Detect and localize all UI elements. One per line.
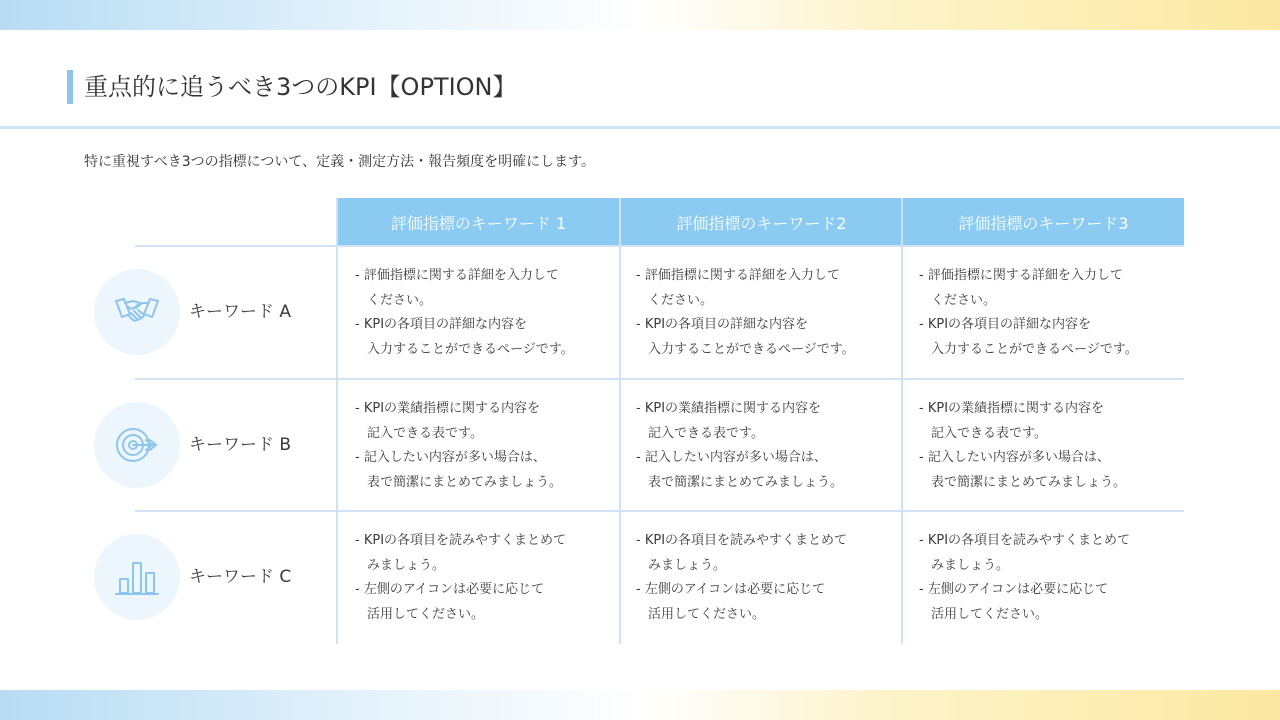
row-label-b: キーワード B — [189, 435, 292, 455]
cell-bullet: - KPIの各項目を読みやすくまとめて みましょう。 — [919, 533, 1131, 573]
cell-a-2 — [636, 264, 886, 362]
cell-bullet: - KPIの各項目の詳細な内容を 入力することができるページです。 — [919, 317, 1138, 357]
row-label-a: キーワード A — [189, 302, 292, 322]
page-subtitle: 特に重視すべき3つの指標について、定義・測定方法・報告頻度を明確にします。 — [84, 154, 595, 170]
column-divider — [336, 198, 338, 644]
column-header-label: 評価指標のキーワード2 — [676, 213, 847, 233]
top-gradient-band — [0, 0, 1280, 30]
column-header-1 — [338, 198, 619, 246]
cell-bullet: - KPIの各項目の詳細な内容を 入力することができるページです。 — [636, 317, 855, 357]
bar-chart-icon — [94, 534, 180, 620]
cell-bullet: - 記入したい内容が多い場合は、 表で簡潔にまとめてみましょう。 — [355, 450, 563, 490]
cell-c-2 — [636, 529, 886, 627]
column-divider — [619, 198, 621, 644]
row-divider — [135, 510, 1184, 512]
page-title: 重点的に追うべき3つのKPI【OPTION】 — [84, 73, 517, 101]
cell-a-3 — [919, 264, 1169, 362]
cell-bullet: - 左側のアイコンは必要に応じて 活用してください。 — [355, 582, 545, 622]
column-header-2 — [621, 198, 902, 246]
handshake-icon — [94, 269, 180, 355]
cell-bullet: - 左側のアイコンは必要に応じて 活用してください。 — [919, 582, 1109, 622]
cell-bullet: - KPIの各項目を読みやすくまとめて みましょう。 — [636, 533, 848, 573]
cell-bullet: - 評価指標に関する詳細を入力して ください。 — [919, 268, 1123, 308]
cell-c-3 — [919, 529, 1169, 627]
column-divider — [901, 198, 903, 644]
cell-bullet: - KPIの各項目の詳細な内容を 入力することができるページです。 — [355, 317, 574, 357]
column-header-label: 評価指標のキーワード 1 — [390, 213, 567, 233]
cell-a-1 — [355, 264, 605, 362]
cell-b-3 — [919, 397, 1169, 495]
target-icon — [94, 402, 180, 488]
row-divider — [135, 378, 1184, 380]
cell-b-2 — [636, 397, 886, 495]
bottom-gradient-band — [0, 690, 1280, 720]
cell-bullet: - KPIの各項目を読みやすくまとめて みましょう。 — [355, 533, 567, 573]
title-accent-bar — [67, 70, 73, 104]
title-divider — [0, 126, 1280, 129]
cell-bullet: - KPIの業績指標に関する内容を 記入できる表です。 — [919, 401, 1105, 441]
row-divider — [135, 245, 1184, 247]
cell-bullet: - KPIの業績指標に関する内容を 記入できる表です。 — [636, 401, 822, 441]
cell-bullet: - 評価指標に関する詳細を入力して ください。 — [355, 268, 559, 308]
cell-c-1 — [355, 529, 605, 627]
cell-bullet: - KPIの業績指標に関する内容を 記入できる表です。 — [355, 401, 541, 441]
column-header-3 — [903, 198, 1184, 246]
row-label-c: キーワード C — [189, 567, 292, 587]
cell-bullet: - 左側のアイコンは必要に応じて 活用してください。 — [636, 582, 826, 622]
cell-bullet: - 記入したい内容が多い場合は、 表で簡潔にまとめてみましょう。 — [919, 450, 1127, 490]
column-header-label: 評価指標のキーワード3 — [958, 213, 1129, 233]
cell-bullet: - 記入したい内容が多い場合は、 表で簡潔にまとめてみましょう。 — [636, 450, 844, 490]
cell-b-1 — [355, 397, 605, 495]
cell-bullet: - 評価指標に関する詳細を入力して ください。 — [636, 268, 840, 308]
